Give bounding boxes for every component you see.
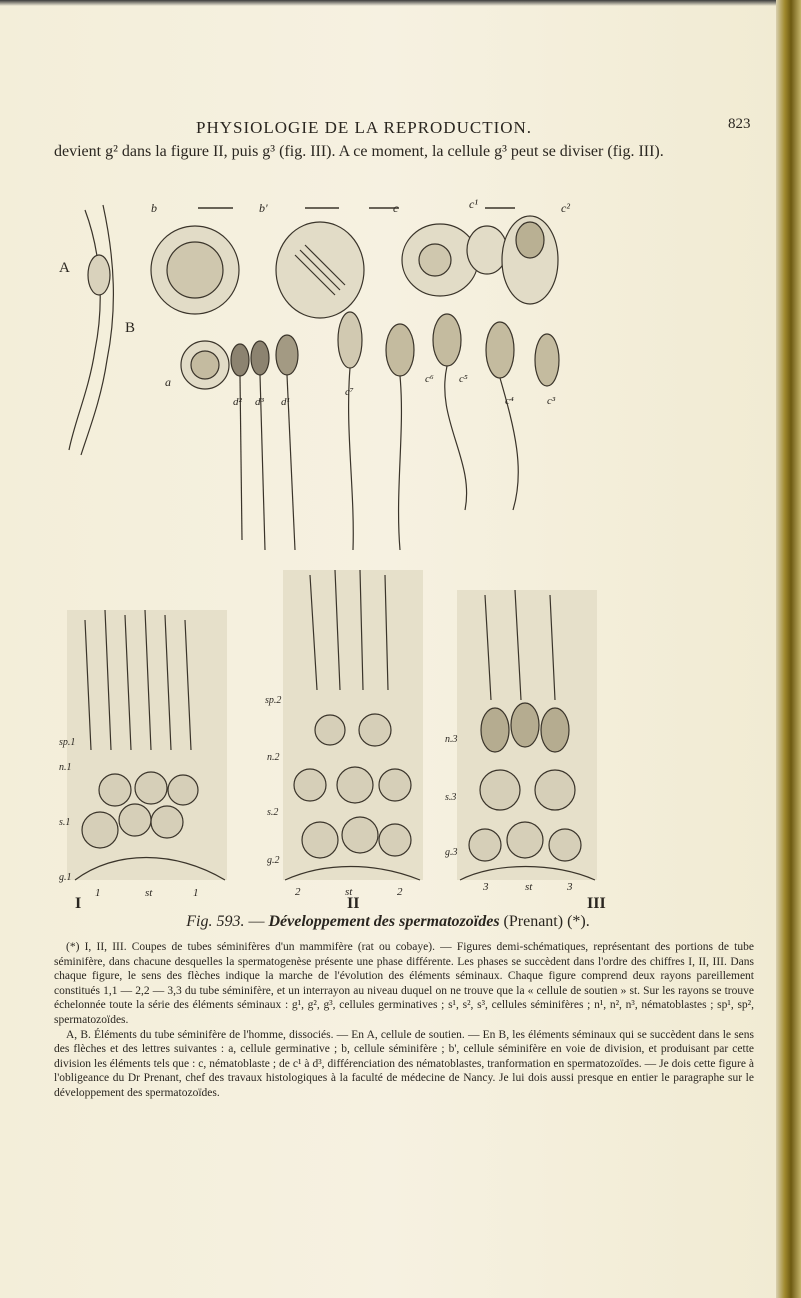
svg-text:c⁷: c⁷ (345, 386, 354, 398)
support-cell-shape (69, 210, 100, 450)
svg-text:n.2: n.2 (267, 752, 280, 763)
svg-text:c²: c² (561, 201, 570, 215)
svg-text:c¹: c¹ (469, 197, 478, 211)
panel-II (283, 570, 423, 880)
svg-text:b: b (151, 201, 157, 215)
figure-caption (0, 913, 776, 931)
svg-text:1: 1 (193, 887, 199, 899)
svg-text:g.3: g.3 (445, 847, 458, 858)
figure-footnotes (54, 940, 754, 1101)
panel-I (67, 610, 227, 880)
svg-text:2: 2 (295, 886, 301, 898)
svg-text:1: 1 (95, 887, 101, 899)
svg-text:d¹: d¹ (281, 396, 290, 408)
svg-text:c³: c³ (547, 395, 556, 407)
top-shadow (0, 0, 801, 6)
svg-text:n.1: n.1 (59, 762, 72, 773)
footnote-paragraph: (*) I, II, III. Coupes de tubes séminifères d'un mammifère (rat ou cobaye). — Figures demi-schématiques, représentant des portions de tube séminifère, dans chacune desquelles la spermatogenèse présente une phase différente. Les phases se succèdent dans l'ordre des chiffres I, II, III. Dans chaque figure, le sens des flèches indique la marche de l'évolution des éléments séminaux. Chaque figure comprend deux rayons pareillement constitués 1,1 — 2,2 — 3,3 du tube séminifère, et un interrayon au niveau duquel on ne trouve que la « cellule de soutien » st. Sur les rayons se trouve échelonnée toute la série des éléments séminaux : g¹, g², g³, cellules germinatives ; s¹, s², s³, cellules séminifères ; n¹, n², n³, nématoblastes ; sp¹, sp², spermatozoïdes. (54, 941, 754, 1026)
svg-text:sp.2: sp.2 (265, 695, 282, 706)
svg-text:a: a (165, 375, 171, 389)
intro-paragraph (54, 142, 754, 162)
svg-text:n.3: n.3 (445, 734, 458, 745)
svg-text:g.2: g.2 (267, 855, 280, 866)
svg-text:d³: d³ (255, 396, 264, 408)
figure-593 (55, 190, 767, 910)
svg-text:c⁵: c⁵ (459, 373, 468, 385)
caption-author: (Prenant) (*). (503, 913, 590, 930)
svg-text:s.3: s.3 (445, 792, 457, 803)
svg-text:2: 2 (397, 886, 403, 898)
svg-text:st: st (145, 887, 153, 899)
spermatozoa-series (231, 312, 559, 550)
svg-text:c: c (393, 201, 399, 215)
page-edge (776, 0, 801, 1298)
caption-title: Développement des spermatozoïdes (268, 913, 500, 930)
label-A: A (59, 260, 70, 276)
label-III: III (587, 895, 606, 910)
svg-text:s.2: s.2 (267, 807, 279, 818)
svg-text:c⁶: c⁶ (425, 373, 434, 385)
svg-text:s.1: s.1 (59, 817, 71, 828)
panel-III (457, 590, 597, 880)
svg-text:3: 3 (567, 881, 573, 893)
svg-text:3: 3 (483, 881, 489, 893)
caption-dash: — (248, 913, 265, 930)
svg-text:d²: d² (233, 396, 242, 408)
page-number: 823 (728, 116, 751, 132)
intro-text: devient g² dans la figure II, puis g³ (fig. III). A ce moment, la cellule g³ peut se diviser (fig. III). (54, 143, 664, 160)
svg-text:st: st (525, 881, 533, 893)
running-head-title: PHYSIOLOGIE DE LA REPRODUCTION. (196, 118, 533, 137)
running-head (0, 116, 776, 142)
label-B: B (125, 320, 136, 336)
svg-text:c⁴: c⁴ (505, 395, 514, 407)
svg-text:g.1: g.1 (59, 872, 72, 883)
label-II: II (347, 895, 360, 910)
caption-label: Fig. 593. (186, 913, 245, 930)
footnote-paragraph: A, B. Éléments du tube séminifère de l'homme, dissociés. — En A, cellule de soutien. — En B, les éléments séminaux qui se succèdent dans le sens des flèches et des lettres suivantes : a, cellule germinative ; b, cellule séminifère ; b', cellule séminifère en voie de division, et produisant par cette division les éléments tels que : c, nématoblaste ; de c¹ à d³, différenciation des nématoblastes, tranformation en spermatozoïdes. — Je dois cette figure à l'obligeance du Dr Prenant, chef des travaux histologiques à la faculté de médecine de Nancy. Je lui dois aussi presque en entier le paragraphe sur le développement des spermatozoïdes. (54, 1028, 754, 1099)
svg-text:st: st (345, 886, 353, 898)
support-cell-nucleus (88, 255, 110, 295)
svg-text:b': b' (259, 201, 268, 215)
label-I: I (75, 895, 82, 910)
svg-text:sp.1: sp.1 (59, 737, 76, 748)
figure-illustration (55, 190, 767, 910)
